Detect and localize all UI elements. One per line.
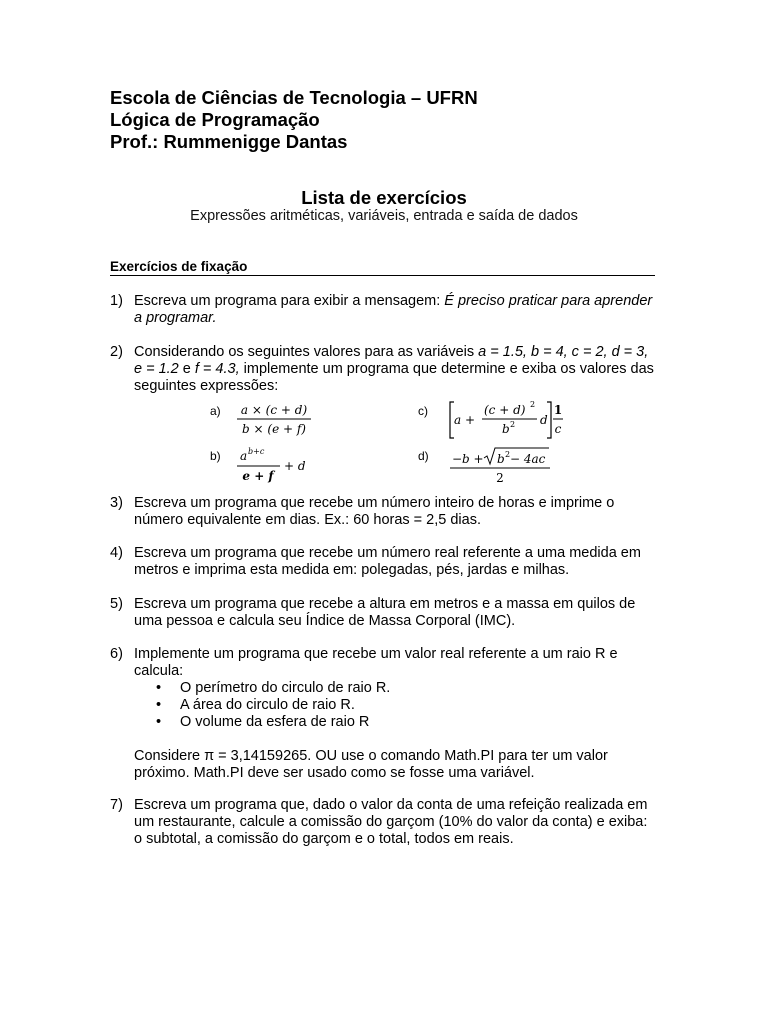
exercise-number: 5) [110,596,123,612]
exercise-text: Implemente um programa que recebe um valor real referente a um raio R e calcula: [134,646,618,679]
exercise-number: 1) [110,293,123,309]
variable-values: a = 1.5, b = 4, c = 2, d = 3, e = 1.2 [134,344,649,377]
exercise-quote: É preciso praticar para aprender a programar. [134,293,653,326]
exercise-text: Escreva um programa para exibir a mensagem: [134,293,445,309]
formula-c-after: d [540,413,548,427]
exercise-text: Escreva um programa que, dado o valor da conta de uma refeição realizada em um restaurante, calcule a comissão do garçom (10% do valor da conta) e exiba: o subtotal, a comissão do garçom e o total, todos em reais. [134,797,648,847]
formula-a-denominator: b × (e + f) [242,422,306,436]
formula-a-numerator: a × (c + d) [240,403,308,417]
list-item: • O volume da esfera de raio R [156,714,370,730]
exercise-text: Escreva um programa que recebe a altura em metros e a massa em quilos de uma pessoa e calcula seu Índice de Massa Corporal (IMC). [134,596,636,629]
formula-d-root-base: b [497,452,505,466]
formula-a [236,400,316,440]
formula-b-base: a [240,449,248,463]
formula-c-outer-denominator: c [554,422,562,436]
exercise-text: Escreva um programa que recebe um número real referente a uma medida em metros e imprima esta medida em: polegadas, pés, jardas e milhas. [134,545,641,578]
formula-label-c: c) [418,404,428,418]
formula-d-root-power: 2 [505,450,511,459]
exercise-number: 7) [110,797,123,813]
bullet-icon: • [156,714,162,730]
exercise-7 [110,797,655,848]
formula-d-root-tail: − 4ac [510,452,546,466]
list-item: • A área do circulo de raio R. [156,697,355,713]
formula-c-denominator-power: 2 [510,420,516,429]
formula-b-denominator: e + f [242,469,274,483]
bullet-icon: • [156,680,162,696]
exercise-6 [110,646,655,782]
exercise-text-end: implemente um programa que determine e exiba os valores das seguintes expressões: [134,361,654,394]
exercise-text: Considerando os seguintes valores para as variáveis [134,344,479,360]
formula-c-numerator: (c + d) [484,403,526,417]
formula-d [448,446,558,486]
formula-c-outer-numerator: 1 [553,403,563,417]
exercise-number: 6) [110,646,123,662]
exercise-5 [110,596,655,630]
formula-b-power: b+c [248,447,265,456]
exercise-2 [110,344,655,395]
formula-label-a: a) [210,404,221,418]
variable-value-f: f = 4.3, [194,361,240,377]
bullet-icon: • [156,697,162,713]
exercise-1 [110,293,655,327]
exercise-number: 4) [110,545,123,561]
exercise-number: 2) [110,344,123,360]
formula-c-denominator: b [502,422,510,436]
exercise-text-joiner: e [178,361,195,377]
formula-c-start: a + [454,413,476,427]
exercise-note: Considere π = 3,14159265. OU use o comando Math.PI para ter um valor próximo. Math.PI deve ser usado como se fosse uma variável. [134,748,608,781]
section-heading: Exercícios de fixação [110,259,655,276]
formula-d-denominator: 2 [496,471,504,485]
formula-c [448,398,568,442]
exercise-3 [110,495,655,529]
formula-b-tail: + d [284,459,306,473]
bullet-list [134,680,655,731]
school-name: Escola de Ciências de Tecnologia – UFRN [110,87,478,108]
exercise-text: Escreva um programa que recebe um número inteiro de horas e imprime o número equivalente em dias. Ex.: 60 horas = 2,5 dias. [134,495,615,528]
exercise-number: 3) [110,495,123,511]
formula-label-d: d) [418,449,429,463]
exercise-4 [110,545,655,579]
formula-b [236,444,306,486]
professor-name: Prof.: Rummenigge Dantas [110,131,348,152]
formula-d-numerator-start: −b + [452,452,484,466]
document-subtitle: Expressões aritméticas, variáveis, entrada e saída de dados [190,208,578,224]
course-name: Lógica de Programação [110,109,320,130]
formula-c-numerator-power: 2 [530,400,536,409]
list-item: • O perímetro do circulo de raio R. [156,680,391,696]
formula-label-b: b) [210,449,221,463]
document-title: Lista de exercícios [301,187,467,208]
